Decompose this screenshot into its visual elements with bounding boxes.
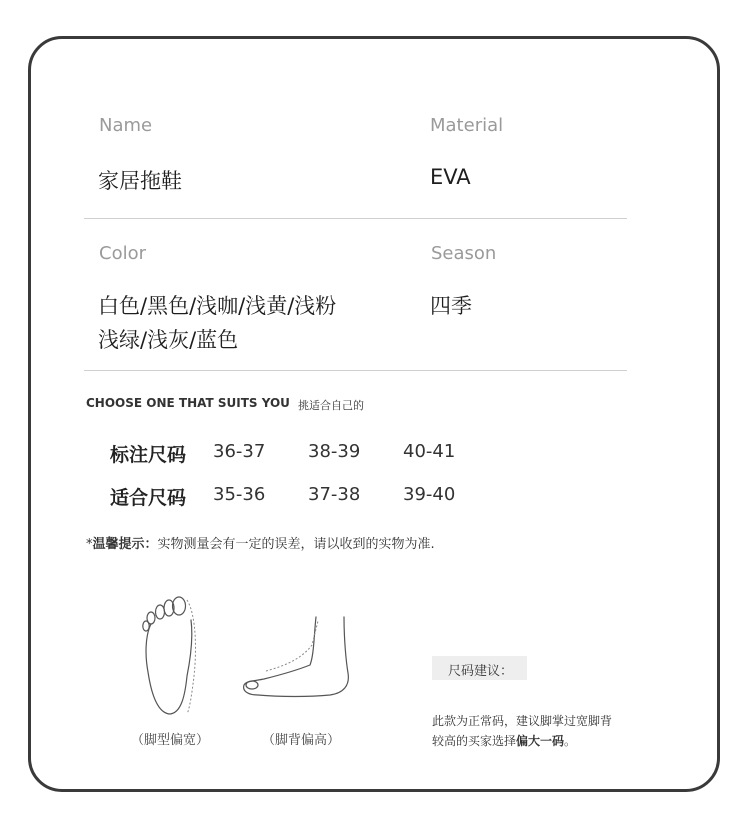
choose-heading-cn: 挑适合自己的 bbox=[298, 399, 364, 412]
size-cell: 40-41 bbox=[403, 441, 456, 462]
wide-foot-icon bbox=[135, 596, 205, 720]
size-row-fit-header: 适合尺码 bbox=[110, 487, 187, 509]
divider bbox=[84, 218, 627, 219]
measurement-note bbox=[86, 533, 435, 552]
size-cell: 35-36 bbox=[213, 484, 266, 505]
size-cell: 36-37 bbox=[213, 441, 266, 462]
divider bbox=[84, 370, 627, 371]
color-value-line1: 白色/黑色/浅咖/浅黄/浅粉 bbox=[98, 294, 337, 318]
name-label: Name bbox=[99, 115, 153, 136]
wide-foot-caption: （脚型偏宽） bbox=[131, 733, 210, 748]
color-value-line2: 浅绿/浅灰/蓝色 bbox=[98, 328, 239, 352]
size-cell: 39-40 bbox=[403, 484, 456, 505]
choose-heading-en: CHOOSE ONE THAT SUITS YOU bbox=[86, 396, 290, 410]
high-instep-caption: （脚背偏高） bbox=[262, 733, 341, 748]
size-cell: 38-39 bbox=[308, 441, 361, 462]
info-card bbox=[28, 36, 720, 792]
high-instep-foot-icon bbox=[240, 615, 355, 703]
material-label: Material bbox=[430, 115, 504, 136]
size-advice-line2 bbox=[432, 732, 576, 749]
size-advice-line1: 此款为正常码，建议脚掌过宽脚背 bbox=[432, 714, 613, 728]
name-value: 家居拖鞋 bbox=[98, 169, 182, 193]
advice-line2-prefix: 较高的买家选择 bbox=[432, 734, 517, 748]
size-cell: 37-38 bbox=[308, 484, 361, 505]
season-label: Season bbox=[431, 243, 497, 264]
season-value: 四季 bbox=[430, 294, 472, 318]
advice-line2-suffix: 。 bbox=[564, 734, 577, 748]
material-value: EVA bbox=[430, 165, 471, 189]
note-bold: 温馨提示： bbox=[92, 537, 158, 552]
note-prefix: * bbox=[86, 537, 93, 552]
advice-line2-bold: 偏大一码 bbox=[516, 734, 565, 748]
size-row-labeled-header: 标注尺码 bbox=[110, 444, 187, 466]
note-text: 实物测量会有一定的误差，请以收到的实物为准. bbox=[157, 537, 435, 552]
color-label: Color bbox=[99, 243, 146, 264]
size-advice-title: 尺码建议： bbox=[448, 664, 514, 679]
